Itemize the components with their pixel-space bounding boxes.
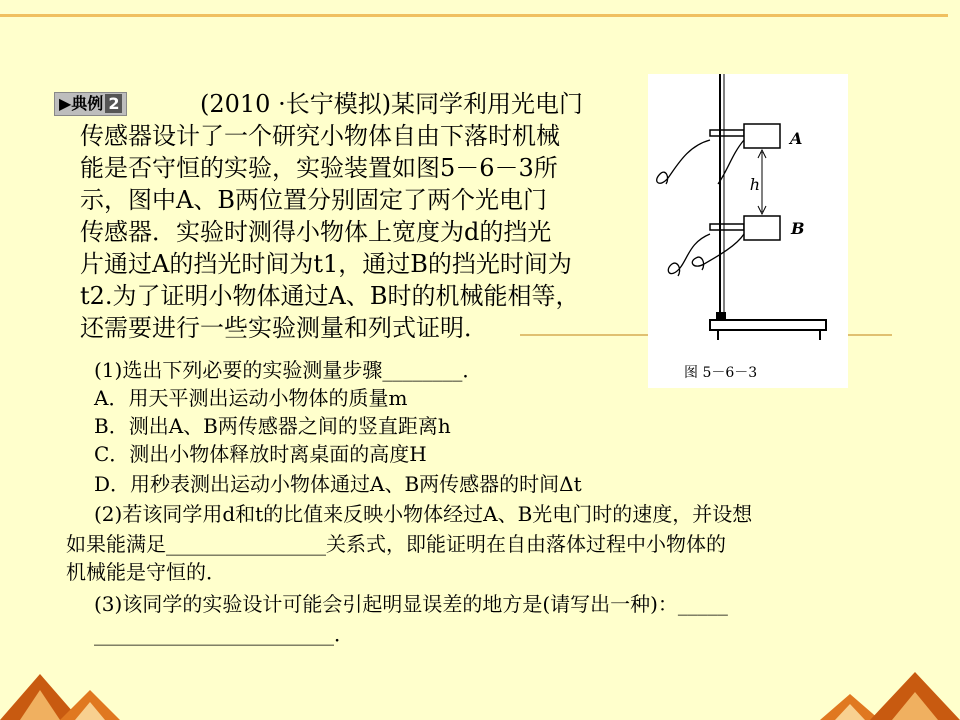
- apparatus-figure: [648, 74, 848, 388]
- top-rule: [0, 14, 948, 17]
- example-tag-number: 2: [105, 94, 122, 113]
- question-2-line-1: (2)若该同学用d和t的比值来反映小物体经过A、B光电门时的速度，并设想: [94, 502, 753, 526]
- problem-line-1: (2010 ·长宁模拟)某同学利用光电门: [200, 90, 584, 118]
- problem-line-7: t2.为了证明小物体通过A、B时的机械能相等，: [80, 282, 580, 310]
- question-2-line-2: 如果能满足________________关系式，即能证明在自由落体过程中小物体的: [66, 532, 726, 556]
- label-b: B: [791, 219, 805, 238]
- problem-line-8: 还需要进行一些实验测量和列式证明．: [80, 314, 488, 342]
- problem-line-5: 传感器．实验时测得小物体上宽度为d的挡光: [80, 218, 552, 246]
- question-1: (1)选出下列必要的实验测量步骤________．: [94, 358, 483, 382]
- question-3-line-1: (3)该同学的实验设计可能会引起明显误差的地方是(请写出一种)：_____: [94, 592, 728, 616]
- option-a: A．用天平测出运动小物体的质量m: [94, 386, 408, 410]
- problem-line-4: 示，图中A、B两位置分别固定了两个光电门: [80, 186, 547, 214]
- problem-line-2: 传感器设计了一个研究小物体自由下落时机械: [80, 122, 560, 150]
- corner-decoration-left: [0, 660, 120, 720]
- option-c: C．测出小物体释放时离桌面的高度H: [94, 442, 427, 466]
- question-3-line-2: ________________________．: [94, 622, 354, 646]
- apparatus-diagram: [648, 74, 848, 388]
- option-b: B．测出A、B两传感器之间的竖直距离h: [94, 414, 451, 438]
- example-tag-label: ▶典例: [59, 94, 104, 113]
- question-2-line-3: 机械能是守恒的．: [66, 560, 226, 584]
- corner-decoration-right: [820, 660, 960, 720]
- option-d: D．用秒表测出运动小物体通过A、B两传感器的时间Δt: [94, 472, 582, 496]
- label-h: h: [749, 175, 760, 194]
- figure-caption: 图 5－6－3: [684, 365, 758, 381]
- example-tag: [54, 92, 127, 116]
- label-a: A: [790, 129, 803, 148]
- problem-line-3: 能是否守恒的实验，实验装置如图5－6－3所: [80, 154, 558, 182]
- problem-line-6: 片通过A的挡光时间为t1，通过B的挡光时间为: [80, 250, 572, 278]
